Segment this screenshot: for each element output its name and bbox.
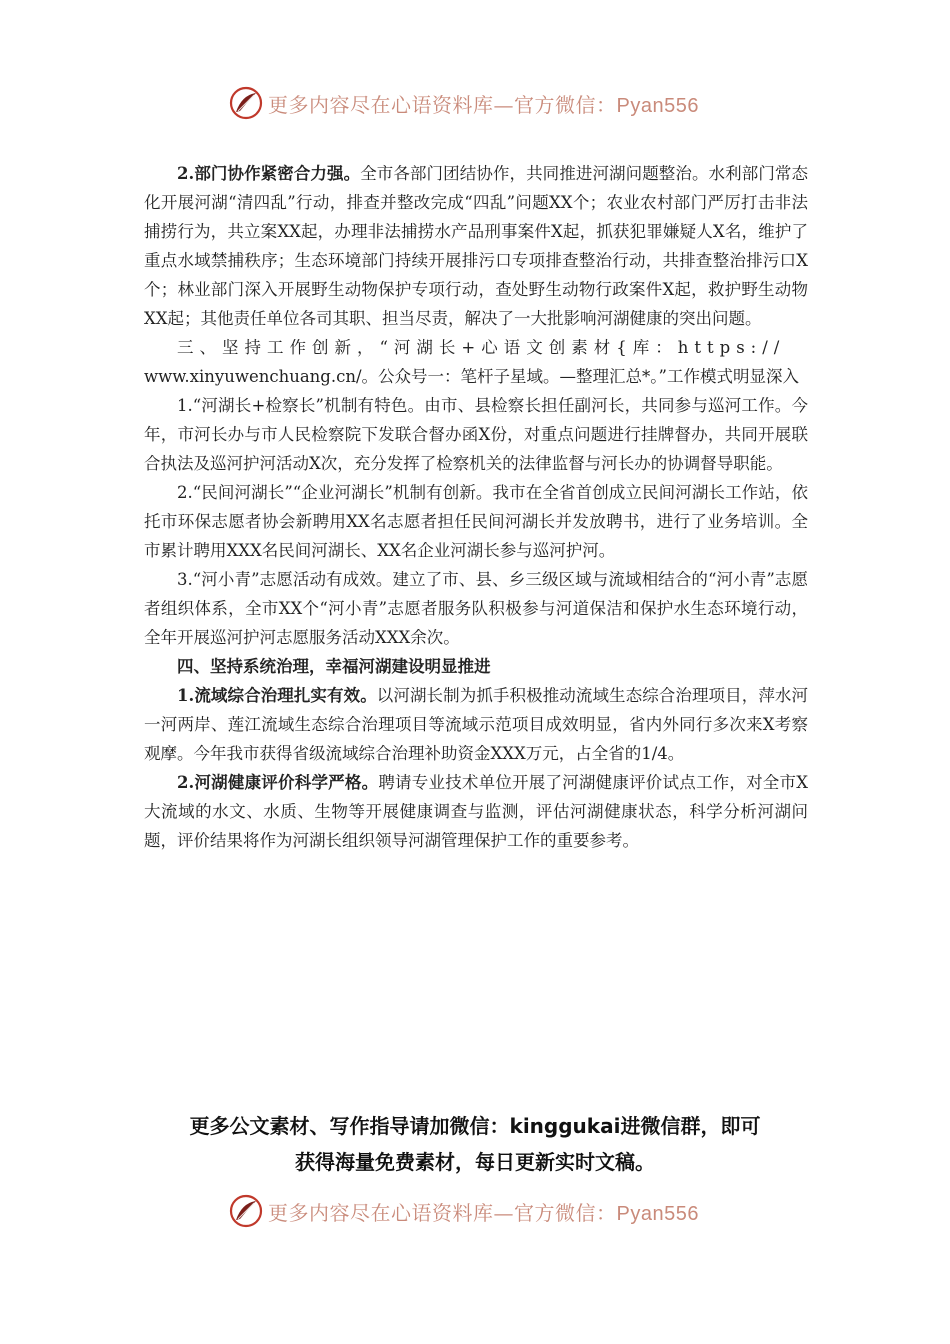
paragraph-text: 全市各部门团结协作，共同推进河湖问题整治。水利部门常态化开展河湖“清四乱”行动，排查并整改完成“四乱”问题XX个；农业农村部门严厉打击非法捕捞行为，共立案XX起，办理非法捕捞水产品刑事案件X起，抓获犯罪嫌疑人X名，维护了重点水域禁捕秩序；生态环境部门持续开展排污口专项排查整治行动，共排查整治排污口X个；林业部门深入开展野生动物保护专项行动，查处野生动物行政案件X起，救护野生动物XX起；其他责任单位各司其职、担当尽责，解决了一大批影响河湖健康的突出问题。 (144, 164, 808, 328)
footer-line-2: 获得海量免费素材，每日更新实时文稿。 (295, 1150, 655, 1174)
paragraph-civil-river-chief: 2.“民间河湖长”“企业河湖长”机制有创新。我市在全省首创成立民间河湖长工作站，依托市环保志愿者协会新聘用XX名志愿者担任民间河湖长并发放聘书，进行了业务培训。全市累计聘用XXX名民间河湖长、XX名企业河湖长参与巡河护河。 (144, 483, 808, 560)
paragraph-volunteer-activity: 3.“河小青”志愿活动有成效。建立了市、县、乡三级区域与流域相结合的“河小青”志愿者组织体系，全市XX个“河小青”志愿者服务队积极参与河道保洁和保护水生态环境行动，全年开展巡河护河志愿服务活动XXX余次。 (144, 570, 808, 647)
section-heading-innovation: 三、坚持工作创新，“河湖长+心语文创素材{库：https:// (177, 338, 786, 357)
paragraph-health-evaluation (144, 768, 808, 855)
pen-logo-icon (228, 1193, 264, 1229)
paragraph-title: 1.流域综合治理扎实有效。 (177, 686, 377, 705)
paragraph-dept-cooperation (144, 159, 808, 333)
paragraph-title: 2.河湖健康评价科学严格。 (177, 773, 379, 792)
paragraph-prosecutor-mechanism: 1.“河湖长+检察长”机制有特色。由市、县检察长担任副河长，共同参与巡河工作。今年，市河长办与市人民检察院下发联合督办函X份，对重点问题进行挂牌督办，共同开展联合执法及巡河护河活动X次，充分发挥了检察机关的法律监督与河长办的协调督导职能。 (144, 396, 808, 473)
section-heading-innovation-cont: www.xinyuwenchuang.cn/。公众号一：笔杆子星域。—整理汇总*。”工作模式明显深入 (144, 367, 799, 386)
paragraph-title: 2.部门协作紧密合力强。 (177, 164, 361, 183)
document-body (144, 159, 808, 855)
paragraph-basin-governance (144, 681, 808, 768)
paragraph-text: 聘请专业技术单位开展了河湖健康评价试点工作，对全市X大流域的水文、水质、生物等开展健康调查与监测，评估河湖健康状态，科学分析河湖问题，评价结果将作为河湖长组织领导河湖管理保护工作的重要参考。 (144, 773, 808, 850)
banner-wechat-id: Pyan556 (616, 1202, 699, 1225)
banner-text: 更多内容尽在心语资料库—官方微信：Pyan556 (268, 92, 699, 117)
paragraph-text: 以河湖长制为抓手积极推动流域生态综合治理项目，萍水河一河两岸、莲江流域生态综合治理项目等流域示范项目成效明显，省内外同行多次来X考察观摩。今年我市获得省级流域综合治理补助资金XXX万元，占全省的1/4。 (144, 686, 809, 763)
section-heading-system-governance: 四、坚持系统治理，幸福河湖建设明显推进 (177, 657, 491, 676)
footer-banner (0, 1191, 950, 1231)
pen-logo-icon (228, 85, 264, 121)
header-banner (0, 83, 950, 123)
banner-wechat-id: Pyan556 (616, 94, 699, 117)
footer-note (100, 1108, 850, 1180)
footer-line-1: 更多公文素材、写作指导请加微信：kinggukai进微信群，即可 (189, 1114, 761, 1138)
banner-text: 更多内容尽在心语资料库—官方微信：Pyan556 (268, 1200, 699, 1225)
